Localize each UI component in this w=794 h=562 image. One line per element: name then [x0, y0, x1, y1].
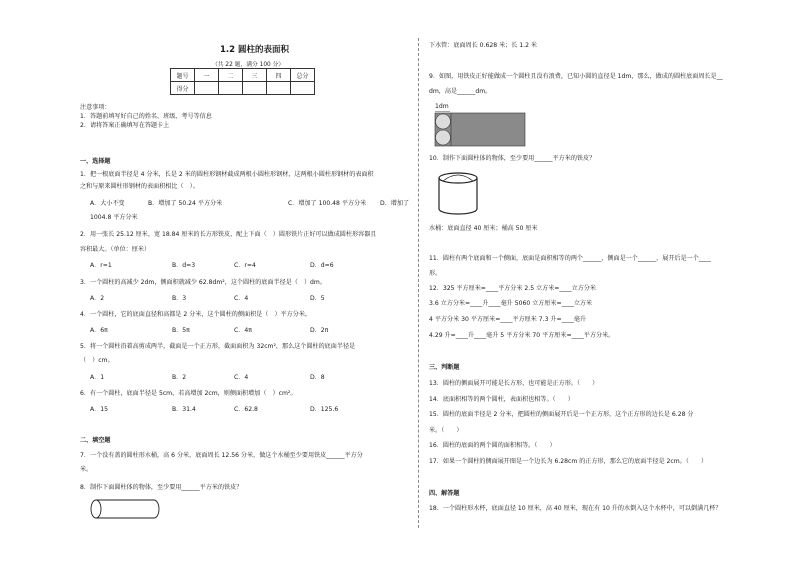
- question-text: 14．底面积相等的两个圆柱，表面积也相等。（ ）: [429, 396, 574, 403]
- score-header-cell: 总分: [291, 69, 315, 82]
- question-text: 9．如图，用铁皮正好能做成一个圆柱且没有浪费，已知小圆的直径是 1dm，那么，做成的圆柱底面周长是__: [429, 73, 723, 80]
- option[interactable]: D．125.6: [310, 406, 339, 413]
- section-title: 三、判断题: [429, 364, 460, 371]
- option[interactable]: D．8: [310, 374, 325, 381]
- option[interactable]: A．大小不变: [90, 200, 125, 207]
- option[interactable]: D．d=6: [310, 262, 334, 269]
- option[interactable]: C．r=4: [234, 262, 256, 269]
- score-cell[interactable]: [243, 82, 267, 95]
- option[interactable]: C．增加了 100.48 平方分米: [288, 200, 367, 207]
- score-table: [170, 68, 315, 95]
- option[interactable]: B．31.4: [172, 406, 196, 413]
- option[interactable]: B．2: [172, 374, 187, 381]
- score-cell[interactable]: [219, 82, 243, 95]
- notes-title: 注意事项：: [80, 104, 111, 111]
- option[interactable]: B．5π: [172, 327, 190, 334]
- figure-caption: 水桶：底面直径 40 厘米；桶高 50 厘米: [429, 225, 538, 232]
- option[interactable]: D．2π: [310, 327, 329, 334]
- pipe-figure: [90, 498, 162, 520]
- score-cell[interactable]: [267, 82, 291, 95]
- option[interactable]: C．4: [234, 374, 249, 381]
- question-text: 8．制作下面圆柱体的物体，至少要用______平方米的铁皮？: [80, 484, 243, 491]
- bucket-figure: [437, 172, 479, 216]
- option[interactable]: A．15: [90, 406, 109, 413]
- option[interactable]: A．6π: [90, 327, 108, 334]
- question-text: 之和与原来圆柱形钢材的表面积相比（ ）。: [80, 183, 199, 190]
- option: 1004.8 平方分米: [90, 214, 138, 221]
- question-text: 形。: [429, 270, 442, 277]
- question-text: 10．制作下面圆柱体的物体，至少要用______平方米的铁皮？: [429, 155, 596, 162]
- score-cell[interactable]: [195, 82, 219, 95]
- question-text: 4．一个圆柱，它的底面直径和高都是 2 分米，这个圆柱的侧面积是（ ）平方分米。: [80, 311, 312, 318]
- score-header-cell: 二: [219, 69, 243, 82]
- page-title: 1.2 圆柱的表面积: [220, 45, 290, 55]
- notes-item: 1．答题前填写好自己的姓名、班级、考号等信息: [80, 113, 212, 120]
- score-cell[interactable]: [291, 82, 315, 95]
- page-subtitle: （共 22 题，满分 100 分）: [212, 62, 285, 68]
- question-text: 17．如果一个圆柱的侧面展开图是一个边长为 6.28cm 的正方形，那么它的底面半径是 2cm。（ ）: [429, 458, 708, 465]
- question-text: 容积最大。（单位：厘米）: [80, 246, 151, 253]
- score-header-cell: 四: [267, 69, 291, 82]
- score-table-header-row: [171, 69, 315, 82]
- left-column: [80, 0, 410, 562]
- question-text: 米。: [80, 466, 93, 473]
- right-column: [424, 0, 724, 562]
- section-title: 四、解答题: [429, 490, 460, 497]
- section-title: 二、填空题: [80, 437, 111, 444]
- option[interactable]: C．62.8: [234, 406, 258, 413]
- question-text: 16．圆柱的底面的两个圆的面积相等。（ ）: [429, 442, 556, 449]
- question-text: 6．有一个圆柱，底面半径是 5cm，若高增加 2cm，则侧面积增加（ ）cm²。: [80, 390, 297, 397]
- figure-label: 1dm: [435, 103, 449, 110]
- option[interactable]: B．增加了 50.24 平方分米: [148, 200, 223, 207]
- question-text: dm，高是______dm。: [429, 88, 492, 95]
- option[interactable]: C．4π: [234, 327, 252, 334]
- question-text: 4.29 升=____升____毫升 5 平方分米 70 平方厘米=____平方分米。: [429, 332, 615, 339]
- question-text: 7．一个没有盖的圆柱形水桶，高 6 分米，底面周长 12.56 分米，做这个水桶至少要用铁皮______平方分: [80, 452, 363, 459]
- cylinder-net-figure: [434, 111, 526, 147]
- score-header-cell: 三: [243, 69, 267, 82]
- option[interactable]: A．2: [90, 295, 105, 302]
- question-text: 11．圆柱有两个底面和一个侧面，底面是面积相等的两个______，侧面是一个______，展开后是一个____: [429, 255, 711, 262]
- option[interactable]: D．5: [310, 295, 325, 302]
- question-text: 18．一个圆柱形水杯，底面直径 10 厘米，高 40 厘米，现在有 10 升的水倒入这个水杯中，可以倒满几杯？: [429, 505, 722, 512]
- option[interactable]: B．d=3: [172, 262, 196, 269]
- option[interactable]: B．3: [172, 295, 187, 302]
- question-text: （ ）cm。: [80, 357, 114, 364]
- score-header-cell: 题号: [171, 69, 195, 82]
- question-text: 4 平方分米 30 平方厘米=____平方厘米 7.3 升=____毫升: [429, 316, 587, 323]
- section-title: 一、选择题: [80, 158, 111, 165]
- question-text: 13．圆柱的侧面展开可能是长方形，也可能是正方形。（ ）: [429, 380, 599, 387]
- question-text: 3.6 立方分米=____升____毫升 5060 立方厘米=____立方米: [429, 300, 593, 307]
- question-text: 15．圆柱的底面半径是 2 分米，把圆柱的侧面展开后是一个正方形，这个正方形的边长是 6.28 分: [429, 411, 694, 418]
- score-table-score-row: [171, 82, 315, 95]
- score-row-label: 得分: [171, 82, 195, 95]
- notes-item: 2．请将答案正确填写在答题卡上: [80, 122, 170, 129]
- score-header-cell: 一: [195, 69, 219, 82]
- question-text: 3．一个圆柱的高减少 2dm，侧面积就减少 62.8dm²，这个圆柱的底面半径是（ ）dm。: [80, 279, 326, 286]
- question-text: 2．用一张长 25.12 厘米，宽 18.84 厘米的长方形铁皮，配上下面（ ）圆形铁片正好可以做成圆柱形容器且: [80, 231, 377, 238]
- question-text: 5．将一个圆柱沿着高剪成两半，截面是一个正方形，截面面积为 32cm²，那么这个圆柱的底面半径是: [80, 343, 356, 350]
- question-text: 米。（ ）: [429, 427, 463, 434]
- option[interactable]: A．1: [90, 374, 105, 381]
- column-divider: [418, 38, 419, 528]
- figure-caption: 下水管：底面周长 0.628 米；长 1.2 米: [429, 42, 538, 49]
- question-text: 12．325 平方厘米=____平方分米 2.5 立方米=____立方分米: [429, 285, 596, 292]
- option[interactable]: A．r=1: [90, 262, 112, 269]
- option[interactable]: D．增加了: [380, 200, 410, 207]
- question-text: 1．把一根底面半径是 4 分米，长是 2 米的圆柱形钢材截成两根小圆柱形钢材，这两根小圆柱形钢材的表面积: [80, 171, 374, 178]
- option[interactable]: C．4: [234, 295, 249, 302]
